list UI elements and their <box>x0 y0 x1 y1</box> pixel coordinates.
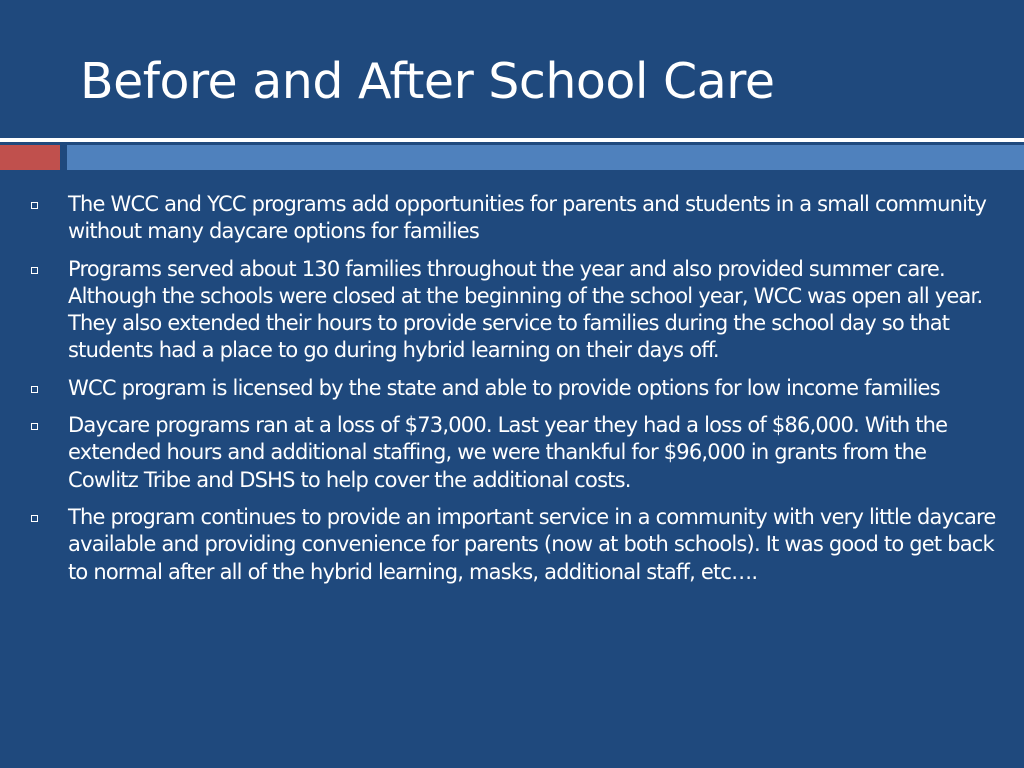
square-bullet-icon <box>31 386 38 393</box>
bullet-item-families-served <box>0 256 1024 365</box>
title-divider-line <box>0 138 1024 142</box>
bullet-text: Programs served about 130 families throughout the year and also provided summer care. Although the schools were closed at the beginning of the school year, WCC was open all year. They also extended their hours to provide service to families during the school day so that students had a place to go during hybrid learning on their days off. <box>68 256 983 363</box>
square-bullet-icon <box>31 515 38 522</box>
accent-bar-red <box>0 145 60 170</box>
square-bullet-icon <box>31 267 38 274</box>
bullet-item-community-service <box>0 504 1024 586</box>
title-band <box>0 0 1024 138</box>
square-bullet-icon <box>31 202 38 209</box>
accent-bar-blue <box>67 145 1024 170</box>
bullet-text: The WCC and YCC programs add opportunities for parents and students in a small community without many daycare options for families <box>68 192 987 244</box>
square-bullet-icon <box>31 423 38 430</box>
bullet-item-finances <box>0 412 1024 494</box>
bullet-text: Daycare programs ran at a loss of $73,000. Last year they had a loss of $86,000. With the extended hours and additional staffing, we were thankful for $96,000 in grants from the Cowlitz Tribe and DSHS to help cover the additional costs. <box>68 413 948 492</box>
slide-title: Before and After School Care <box>80 53 775 110</box>
bullet-list <box>0 191 1024 596</box>
bullet-item-programs-overview <box>0 191 1024 246</box>
bullet-item-licensing <box>0 375 1024 402</box>
bullet-text: WCC program is licensed by the state and able to provide options for low income families <box>68 375 940 400</box>
bullet-text: The program continues to provide an important service in a community with very little daycare available and providing convenience for parents (now at both schools). It was good to get back to normal after all of the hybrid learning, masks, additional staff, etc…. <box>68 504 996 584</box>
